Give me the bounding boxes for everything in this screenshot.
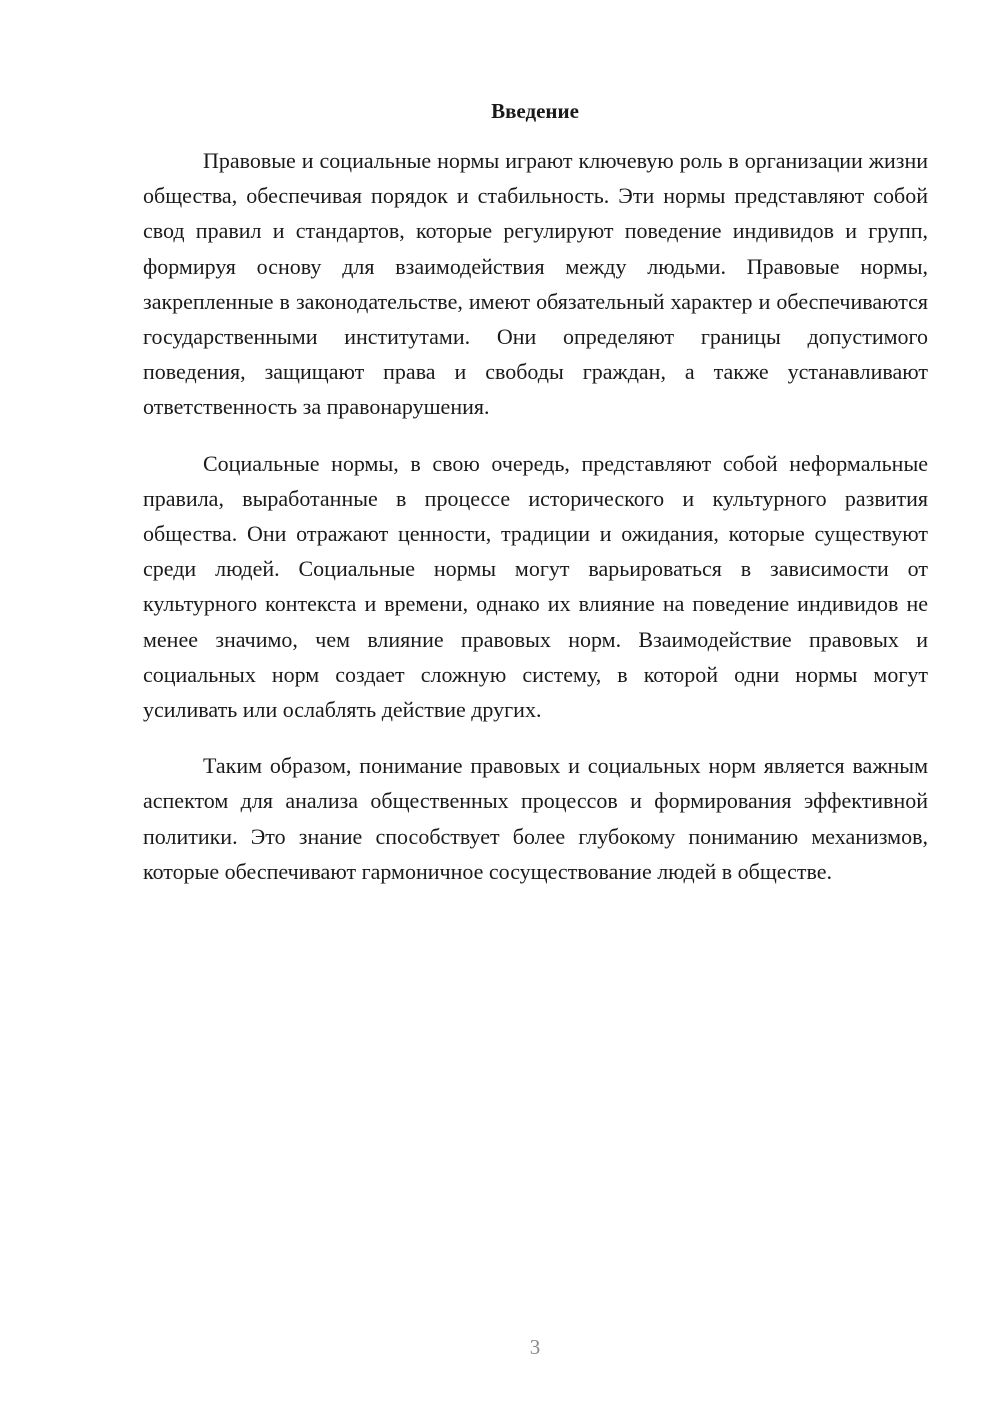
paragraph-3: Таким образом, понимание правовых и социальных норм является важным аспектом для анализа общественных процессов и формирования эффективной политики. Это знание способствует более глубокому пониманию механизмов, которые обеспечивают гармоничное сосуществование людей в обществе. (143, 753, 928, 884)
body-text (143, 143, 928, 910)
paragraph-2: Социальные нормы, в свою очередь, представляют собой неформальные правила, выработанные в процессе исторического и культурного развития общества. Они отражают ценности, традиции и ожидания, которые существуют среди людей. Социальные нормы могут варьироваться в зависимости от культурного контекста и времени, однако их влияние на поведение индивидов не менее значимо, чем влияние правовых норм. Взаимодействие правовых и социальных норм создает сложную систему, в которой одни нормы могут усиливать или ослаблять действие других. (143, 450, 928, 723)
section-heading: Введение (491, 99, 579, 123)
paragraph-1: Правовые и социальные нормы играют ключевую роль в организации жизни общества, обеспечивая порядок и стабильность. Эти нормы представляют собой свод правил и стандартов, которые регулируют поведение индивидов и групп, формируя основу для взаимодействия между людьми. Правовые нормы, закрепленные в законодательстве, имеют обязательный характер и обеспечиваются государственными институтами. Они определяют границы допустимого поведения, защищают права и свободы граждан, а также устанавливают ответственность за правонарушения. (143, 148, 928, 420)
page-number: 3 (529, 1335, 541, 1359)
